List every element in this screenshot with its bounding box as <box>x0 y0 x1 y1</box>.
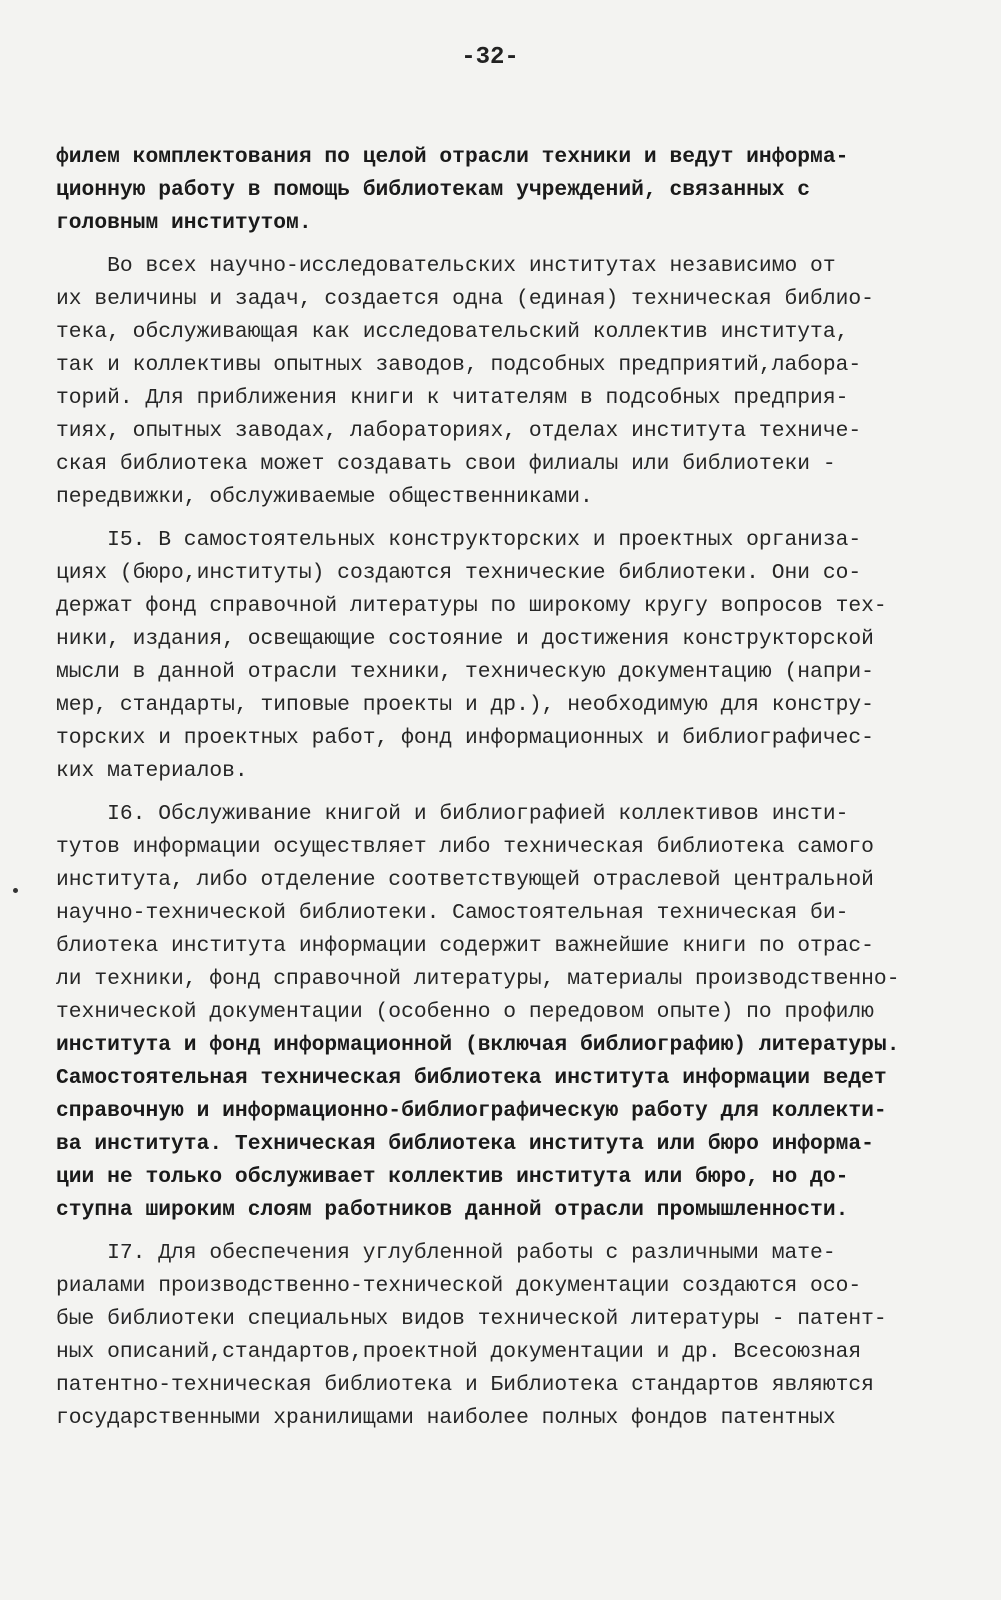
text-line: циях (бюро,институты) создаются технические библиотеки. Они со- <box>56 561 862 585</box>
text-line: ва института. Техническая библиотека института или бюро информа- <box>56 1132 874 1156</box>
text-line: технической документации (особенно о передовом опыте) по профилю <box>56 1000 874 1024</box>
page-number: -32- <box>461 44 519 71</box>
text-line: блиотека института информации содержит важнейшие книги по отрас- <box>56 934 874 958</box>
text-line: государственными хранилищами наиболее полных фондов патентных <box>56 1406 836 1430</box>
text-line: I6. Обслуживание книгой и библиографией коллективов инсти- <box>56 802 849 826</box>
text-line: I7. Для обеспечения углубленной работы с различными мате- <box>56 1241 836 1265</box>
text-line: I5. В самостоятельных конструкторских и проектных организа- <box>56 528 862 552</box>
text-line: риалами производственно-технической документации создаются осо- <box>56 1274 862 1298</box>
text-line: ких материалов. <box>56 759 248 783</box>
text-line: их величины и задач, создается одна (единая) техническая библио- <box>56 287 874 311</box>
text-line: ники, издания, освещающие состояние и достижения конструкторской <box>56 627 874 651</box>
text-line: головным институтом. <box>56 211 312 235</box>
text-line: тиях, опытных заводах, лабораториях, отделах института техниче- <box>56 419 862 443</box>
text-line: патентно-техническая библиотека и Библиотека стандартов являются <box>56 1373 874 1397</box>
text-line: Во всех научно-исследовательских институтах независимо от <box>56 254 836 278</box>
text-line: ных описаний,стандартов,проектной документации и др. Всесоюзная <box>56 1340 862 1364</box>
text-line: тека, обслуживающая как исследовательский коллектив института, <box>56 320 849 344</box>
text-line: ступна широким слоям работников данной отрасли промышленности. <box>56 1198 849 1222</box>
text-line: ции не только обслуживает коллектив института или бюро, но до- <box>56 1165 849 1189</box>
text-line: торских и проектных работ, фонд информационных и библиографичес- <box>56 726 874 750</box>
text-line: филем комплектования по целой отрасли техники и ведут информа- <box>56 145 849 169</box>
text-line: бые библиотеки специальных видов технической литературы - патент- <box>56 1307 887 1331</box>
text-line: ли техники, фонд справочной литературы, материалы производственно- <box>56 967 900 991</box>
text-line: научно-технической библиотеки. Самостоятельная техническая би- <box>56 901 849 925</box>
margin-mark <box>13 888 18 893</box>
text-line: передвижки, обслуживаемые общественниками. <box>56 485 593 509</box>
text-line: держат фонд справочной литературы по широкому кругу вопросов тех- <box>56 594 887 618</box>
text-line: торий. Для приближения книги к читателям в подсобных предприя- <box>56 386 849 410</box>
text-line: ционную работу в помощь библиотекам учреждений, связанных с <box>56 178 811 202</box>
text-line: так и коллективы опытных заводов, подсобных предприятий,лабора- <box>56 353 862 377</box>
text-line: института, либо отделение соответствующей отраслевой центральной <box>56 868 874 892</box>
text-line: мысли в данной отрасли техники, техническую документацию (напри- <box>56 660 874 684</box>
text-line: справочную и информационно-библиографическую работу для коллекти- <box>56 1099 887 1123</box>
text-line: Самостоятельная техническая библиотека института информации ведет <box>56 1066 887 1090</box>
text-line: тутов информации осуществляет либо техническая библиотека самого <box>56 835 874 859</box>
text-line: института и фонд информационной (включая библиографию) литературы. <box>56 1033 900 1057</box>
text-line: мер, стандарты, типовые проекты и др.), необходимую для констру- <box>56 693 874 717</box>
text-line: ская библиотека может создавать свои филиалы или библиотеки - <box>56 452 836 476</box>
